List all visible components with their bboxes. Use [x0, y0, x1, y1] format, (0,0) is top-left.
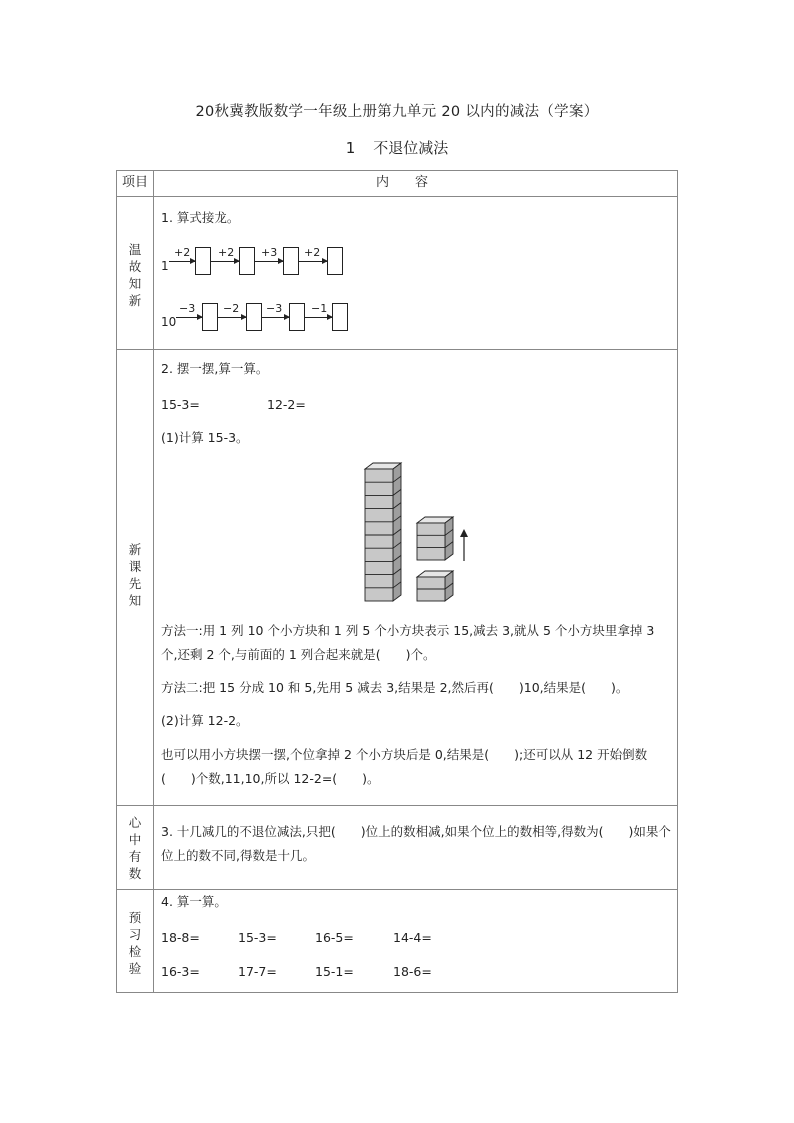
exercise: 18-8= [161, 930, 200, 945]
label-char: 心 [128, 815, 142, 830]
label-char: 新 [128, 293, 142, 308]
label-char: 有 [128, 849, 142, 864]
chain-op: +3 [261, 246, 278, 259]
chain-op: −1 [311, 302, 328, 315]
answer-box[interactable] [239, 247, 255, 275]
label-char: 中 [128, 832, 142, 847]
equation: 12-2= [267, 397, 306, 412]
new-lesson-heading: 2. 摆一摆,算一算。 [161, 361, 269, 376]
column-divider [153, 171, 154, 992]
arrow-icon [255, 261, 283, 262]
label-char: 数 [128, 866, 142, 881]
label-char: 预 [128, 910, 142, 925]
exercise: 16-3= [161, 964, 200, 979]
row-divider [117, 805, 677, 806]
label-char: 先 [128, 576, 142, 591]
label-char: 检 [128, 944, 142, 959]
method-two-text: 方法二:把 15 分成 10 和 5,先用 5 减去 3,结果是 2,然后再( )10,结果是( )。 [161, 680, 629, 695]
count-down-text: 也可以用小方块摆一摆,个位拿掉 2 个小方块后是 0,结果是( );还可以从 12 开始倒数( )个数,11,10,所以 12-2=( )。 [161, 747, 648, 786]
header-content-label: 内容 [375, 175, 454, 190]
label-char: 新 [128, 542, 142, 557]
exercise: 15-1= [315, 964, 354, 979]
exercise: 14-4= [393, 930, 432, 945]
arrow-icon [211, 261, 239, 262]
label-char: 知 [128, 276, 142, 291]
chain-op: −3 [266, 302, 283, 315]
answer-box[interactable] [195, 247, 211, 275]
summary-text: 3. 十几减几的不退位减法,只把( )位上的数相减,如果个位上的数相等,得数为( )如果个位上的数不同,得数是十几。 [161, 824, 671, 863]
preview-heading: 4. 算一算。 [161, 894, 227, 909]
method-one-text: 方法一:用 1 列 10 个小方块和 1 列 5 个小方块表示 15,减去 3,就从 5 个小方块里拿掉 3 个,还剩 2 个,与前面的 1 列合起来就是( )个。 [161, 623, 655, 662]
row-divider [117, 196, 677, 197]
label-char: 温 [128, 242, 142, 257]
subquestion-1: (1)计算 15-3。 [161, 430, 249, 445]
lesson-number: 1 [345, 139, 356, 157]
section-label-warmup [117, 241, 153, 309]
label-char: 故 [128, 259, 142, 274]
label-char: 知 [128, 593, 142, 608]
answer-box[interactable] [332, 303, 348, 331]
header-item-label: 项目 [121, 175, 148, 190]
row-divider [117, 889, 677, 890]
chain-start: 10 [161, 315, 177, 329]
answer-box[interactable] [246, 303, 262, 331]
exercise: 15-3= [238, 930, 277, 945]
worksheet-title: 20秋冀教版数学一年级上册第九单元 20 以内的减法（学案） [195, 104, 599, 120]
chain-op: −3 [179, 302, 196, 315]
arrow-icon [169, 261, 195, 262]
exercise: 16-5= [315, 930, 354, 945]
chain-op: +2 [218, 246, 235, 259]
exercise: 18-6= [393, 964, 432, 979]
arrow-icon [218, 317, 246, 318]
arrow-icon [305, 317, 332, 318]
answer-box[interactable] [202, 303, 218, 331]
section-label-preview [117, 909, 153, 977]
answer-box[interactable] [289, 303, 305, 331]
arrow-icon [299, 261, 327, 262]
cube-stack-illustration [357, 459, 477, 607]
section-label-new-lesson [117, 541, 153, 609]
warmup-heading: 1. 算式接龙。 [161, 210, 240, 225]
lesson-name: 不退位减法 [373, 139, 449, 157]
answer-box[interactable] [283, 247, 299, 275]
row-divider [117, 349, 677, 350]
lesson-table [116, 170, 678, 993]
section-label-summary [117, 814, 153, 882]
chain-op: +2 [174, 246, 191, 259]
label-char: 课 [128, 559, 142, 574]
label-char: 验 [128, 961, 142, 976]
chain-op: +2 [304, 246, 321, 259]
exercise: 17-7= [238, 964, 277, 979]
chain-start: 1 [161, 259, 169, 273]
lesson-subtitle [0, 137, 794, 158]
chain-op: −2 [223, 302, 240, 315]
answer-box[interactable] [327, 247, 343, 275]
equation: 15-3= [161, 397, 200, 412]
subquestion-2: (2)计算 12-2。 [161, 713, 249, 728]
arrow-icon [176, 317, 202, 318]
arrow-icon [262, 317, 289, 318]
label-char: 习 [128, 927, 142, 942]
